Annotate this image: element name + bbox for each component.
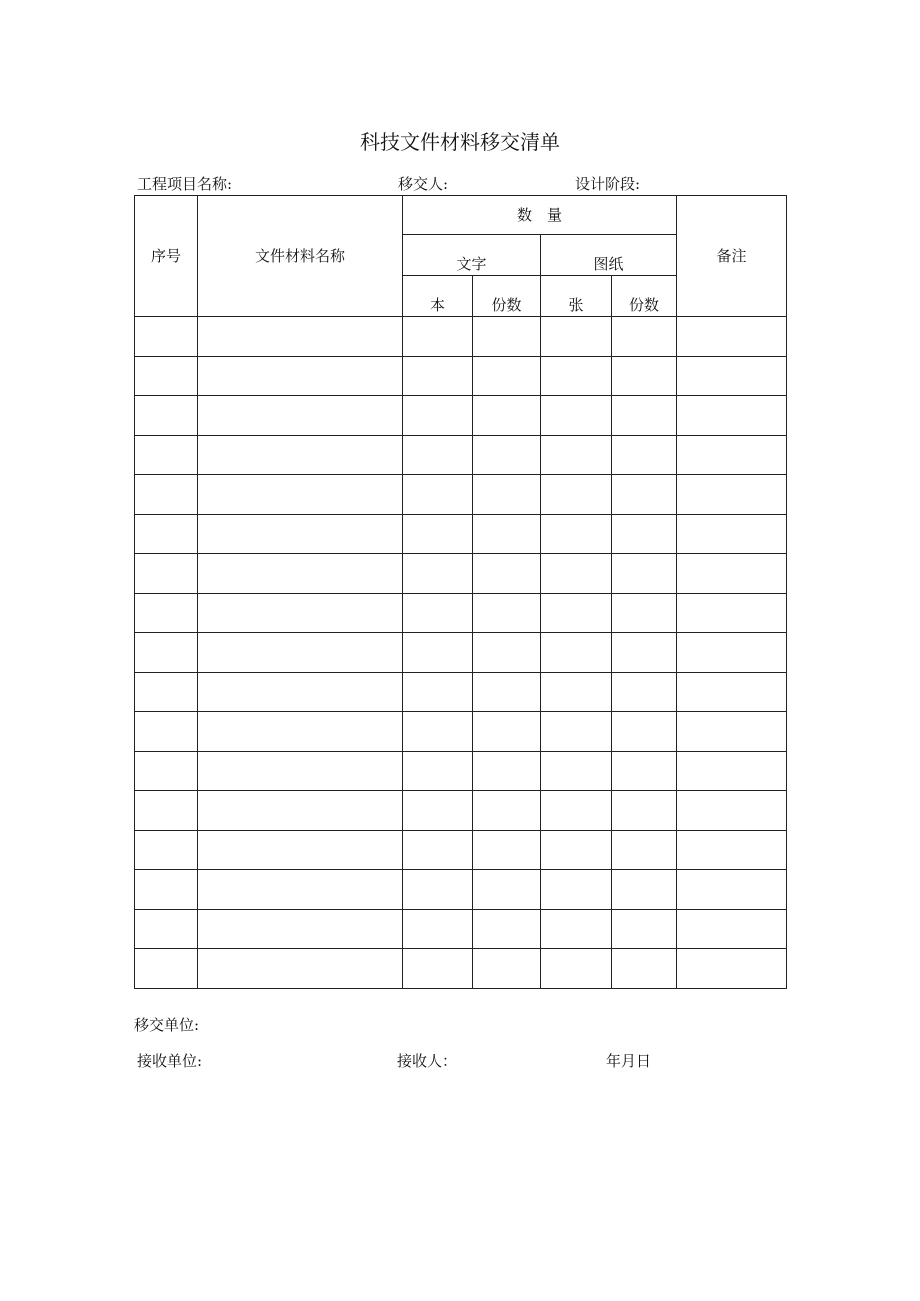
table-cell [541,396,612,436]
header-copies-drawing: 份数 [612,276,677,317]
table-cell [541,633,612,673]
header-quantity-text: 数 量 [517,206,563,224]
table-cell [135,909,198,949]
table-cell [541,949,612,989]
table-cell [612,317,677,357]
table-cell [473,909,541,949]
table-row [135,317,787,357]
table-cell [198,317,403,357]
table-cell [612,435,677,475]
table-cell [473,317,541,357]
table-cell [677,633,787,673]
table-cell [473,949,541,989]
table-row [135,712,787,752]
table-cell [612,593,677,633]
table-row [135,356,787,396]
table-cell [473,396,541,436]
table-row [135,791,787,831]
table-row [135,870,787,910]
table-cell [677,356,787,396]
table-cell [677,949,787,989]
table-cell [612,396,677,436]
table-cell [198,396,403,436]
table-cell [198,356,403,396]
receiver-label: 接收人： [397,1052,458,1070]
table-row [135,435,787,475]
transfer-list-table [134,195,787,989]
table-cell [135,396,198,436]
table-cell [403,870,473,910]
table-cell [403,909,473,949]
table-cell [135,593,198,633]
table-cell [135,791,198,831]
table-cell [541,475,612,515]
table-cell [541,712,612,752]
header-sheets: 张 [541,276,612,317]
table-cell [612,909,677,949]
table-cell [403,712,473,752]
table-cell [473,712,541,752]
table-cell [612,712,677,752]
page-title: 科技文件材料移交清单 [360,130,560,154]
table-cell [403,514,473,554]
header-material-name: 文件材料名称 [198,196,403,317]
table-cell [612,554,677,594]
header-drawing-group: 图纸 [541,235,677,276]
table-cell [612,514,677,554]
table-cell [135,475,198,515]
table-cell [677,909,787,949]
table-row [135,830,787,870]
table-cell [198,751,403,791]
table-cell [541,317,612,357]
table-cell [403,593,473,633]
table-cell [403,317,473,357]
table-cell [403,791,473,831]
table-cell [612,356,677,396]
table-cell [198,672,403,712]
table-cell [198,514,403,554]
table-cell [677,672,787,712]
table-row [135,475,787,515]
table-cell [677,870,787,910]
table-cell [677,554,787,594]
table-cell [198,949,403,989]
table-cell [198,475,403,515]
table-cell [541,672,612,712]
table-cell [198,554,403,594]
table-cell [677,514,787,554]
date-label: 年月日 [606,1052,652,1070]
table-cell [403,554,473,594]
table-cell [473,356,541,396]
table-cell [473,791,541,831]
table-cell [198,712,403,752]
table-cell [198,593,403,633]
receiving-unit-label: 接收单位: [137,1052,203,1070]
table-cell [541,435,612,475]
table-cell [677,712,787,752]
table-cell [135,751,198,791]
table-cell [198,791,403,831]
table-cell [403,435,473,475]
header-quantity [403,196,677,235]
table-cell [677,830,787,870]
table-cell [677,751,787,791]
table-cell [135,633,198,673]
table-cell [541,554,612,594]
table-cell [403,475,473,515]
table-cell [198,435,403,475]
table-cell [473,593,541,633]
table-cell [135,949,198,989]
table-cell [403,356,473,396]
header-copies-text: 份数 [473,276,541,317]
header-serial: 序号 [135,196,198,317]
table-cell [473,514,541,554]
header-volumes: 本 [403,276,473,317]
design-stage-label: 设计阶段: [575,175,641,193]
table-cell [612,791,677,831]
table-cell [541,593,612,633]
header-remarks: 备注 [677,196,787,317]
table-cell [612,751,677,791]
table-cell [473,672,541,712]
table-cell [612,633,677,673]
table-cell [677,593,787,633]
table-cell [541,909,612,949]
header-text-group: 文字 [403,235,541,276]
table-row [135,949,787,989]
table-row [135,514,787,554]
table-cell [612,870,677,910]
table-row [135,593,787,633]
table-cell [677,396,787,436]
table-cell [612,672,677,712]
table-cell [541,830,612,870]
table-cell [135,712,198,752]
table-cell [403,672,473,712]
table-cell [612,830,677,870]
table-cell [541,751,612,791]
table-cell [612,949,677,989]
table-row [135,633,787,673]
table-cell [198,909,403,949]
table-cell [403,949,473,989]
table-cell [198,633,403,673]
table-cell [473,475,541,515]
table-cell [135,356,198,396]
table-cell [473,435,541,475]
table-row [135,554,787,594]
table-cell [135,317,198,357]
table-cell [403,633,473,673]
table-cell [541,791,612,831]
table-cell [135,830,198,870]
table-cell [541,514,612,554]
transfer-unit-label: 移交单位: [134,1016,200,1034]
table-cell [198,830,403,870]
table-cell [473,830,541,870]
table-cell [541,870,612,910]
table-cell [198,870,403,910]
table-row [135,909,787,949]
table-cell [403,751,473,791]
table-cell [473,870,541,910]
table-cell [135,870,198,910]
table-cell [473,554,541,594]
table-cell [403,396,473,436]
table-cell [135,435,198,475]
table-cell [135,554,198,594]
project-name-label: 工程项目名称: [137,175,233,193]
transferor-label: 移交人: [398,175,449,193]
table-cell [612,475,677,515]
table-cell [541,356,612,396]
table-cell [135,514,198,554]
table-row [135,396,787,436]
table-cell [677,791,787,831]
table-cell [677,435,787,475]
table-cell [403,830,473,870]
table-row [135,751,787,791]
table-cell [677,317,787,357]
table-row [135,672,787,712]
table-cell [135,672,198,712]
table-cell [677,475,787,515]
table-cell [473,751,541,791]
table-cell [473,633,541,673]
